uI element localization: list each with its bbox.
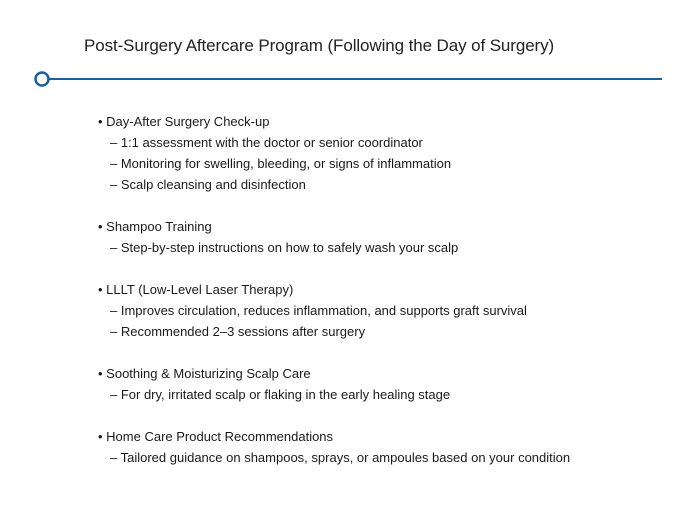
section-shampoo-training [98, 216, 678, 258]
section-heading: • Shampoo Training [98, 219, 212, 234]
list-item: – 1:1 assessment with the doctor or senior coordinator [110, 135, 423, 150]
title-divider [34, 69, 664, 89]
divider-circle-icon [36, 73, 49, 86]
list-item: – For dry, irritated scalp or flaking in the early healing stage [110, 387, 451, 402]
list-item: – Tailored guidance on shampoos, sprays, or ampoules based on your condition [110, 450, 571, 465]
section-heading: • Soothing & Moisturizing Scalp Care [98, 366, 311, 381]
list-item: – Improves circulation, reduces inflammation, and supports graft survival [110, 303, 527, 318]
list-item: – Monitoring for swelling, bleeding, or signs of inflammation [110, 156, 452, 171]
list-item: – Scalp cleansing and disinfection [110, 177, 306, 192]
aftercare-list [98, 111, 678, 489]
list-item: – Step-by-step instructions on how to safely wash your scalp [110, 240, 459, 255]
section-home-care [98, 426, 678, 468]
section-scalp-care [98, 363, 678, 405]
section-heading: • Day-After Surgery Check-up [98, 114, 270, 129]
page-title: Post-Surgery Aftercare Program (Following the Day of Surgery) [84, 36, 555, 55]
section-day-after-checkup [98, 111, 678, 195]
section-heading: • LLLT (Low-Level Laser Therapy) [98, 282, 294, 297]
list-item: – Recommended 2–3 sessions after surgery [110, 324, 366, 339]
section-heading: • Home Care Product Recommendations [98, 429, 334, 444]
section-lllt [98, 279, 678, 342]
